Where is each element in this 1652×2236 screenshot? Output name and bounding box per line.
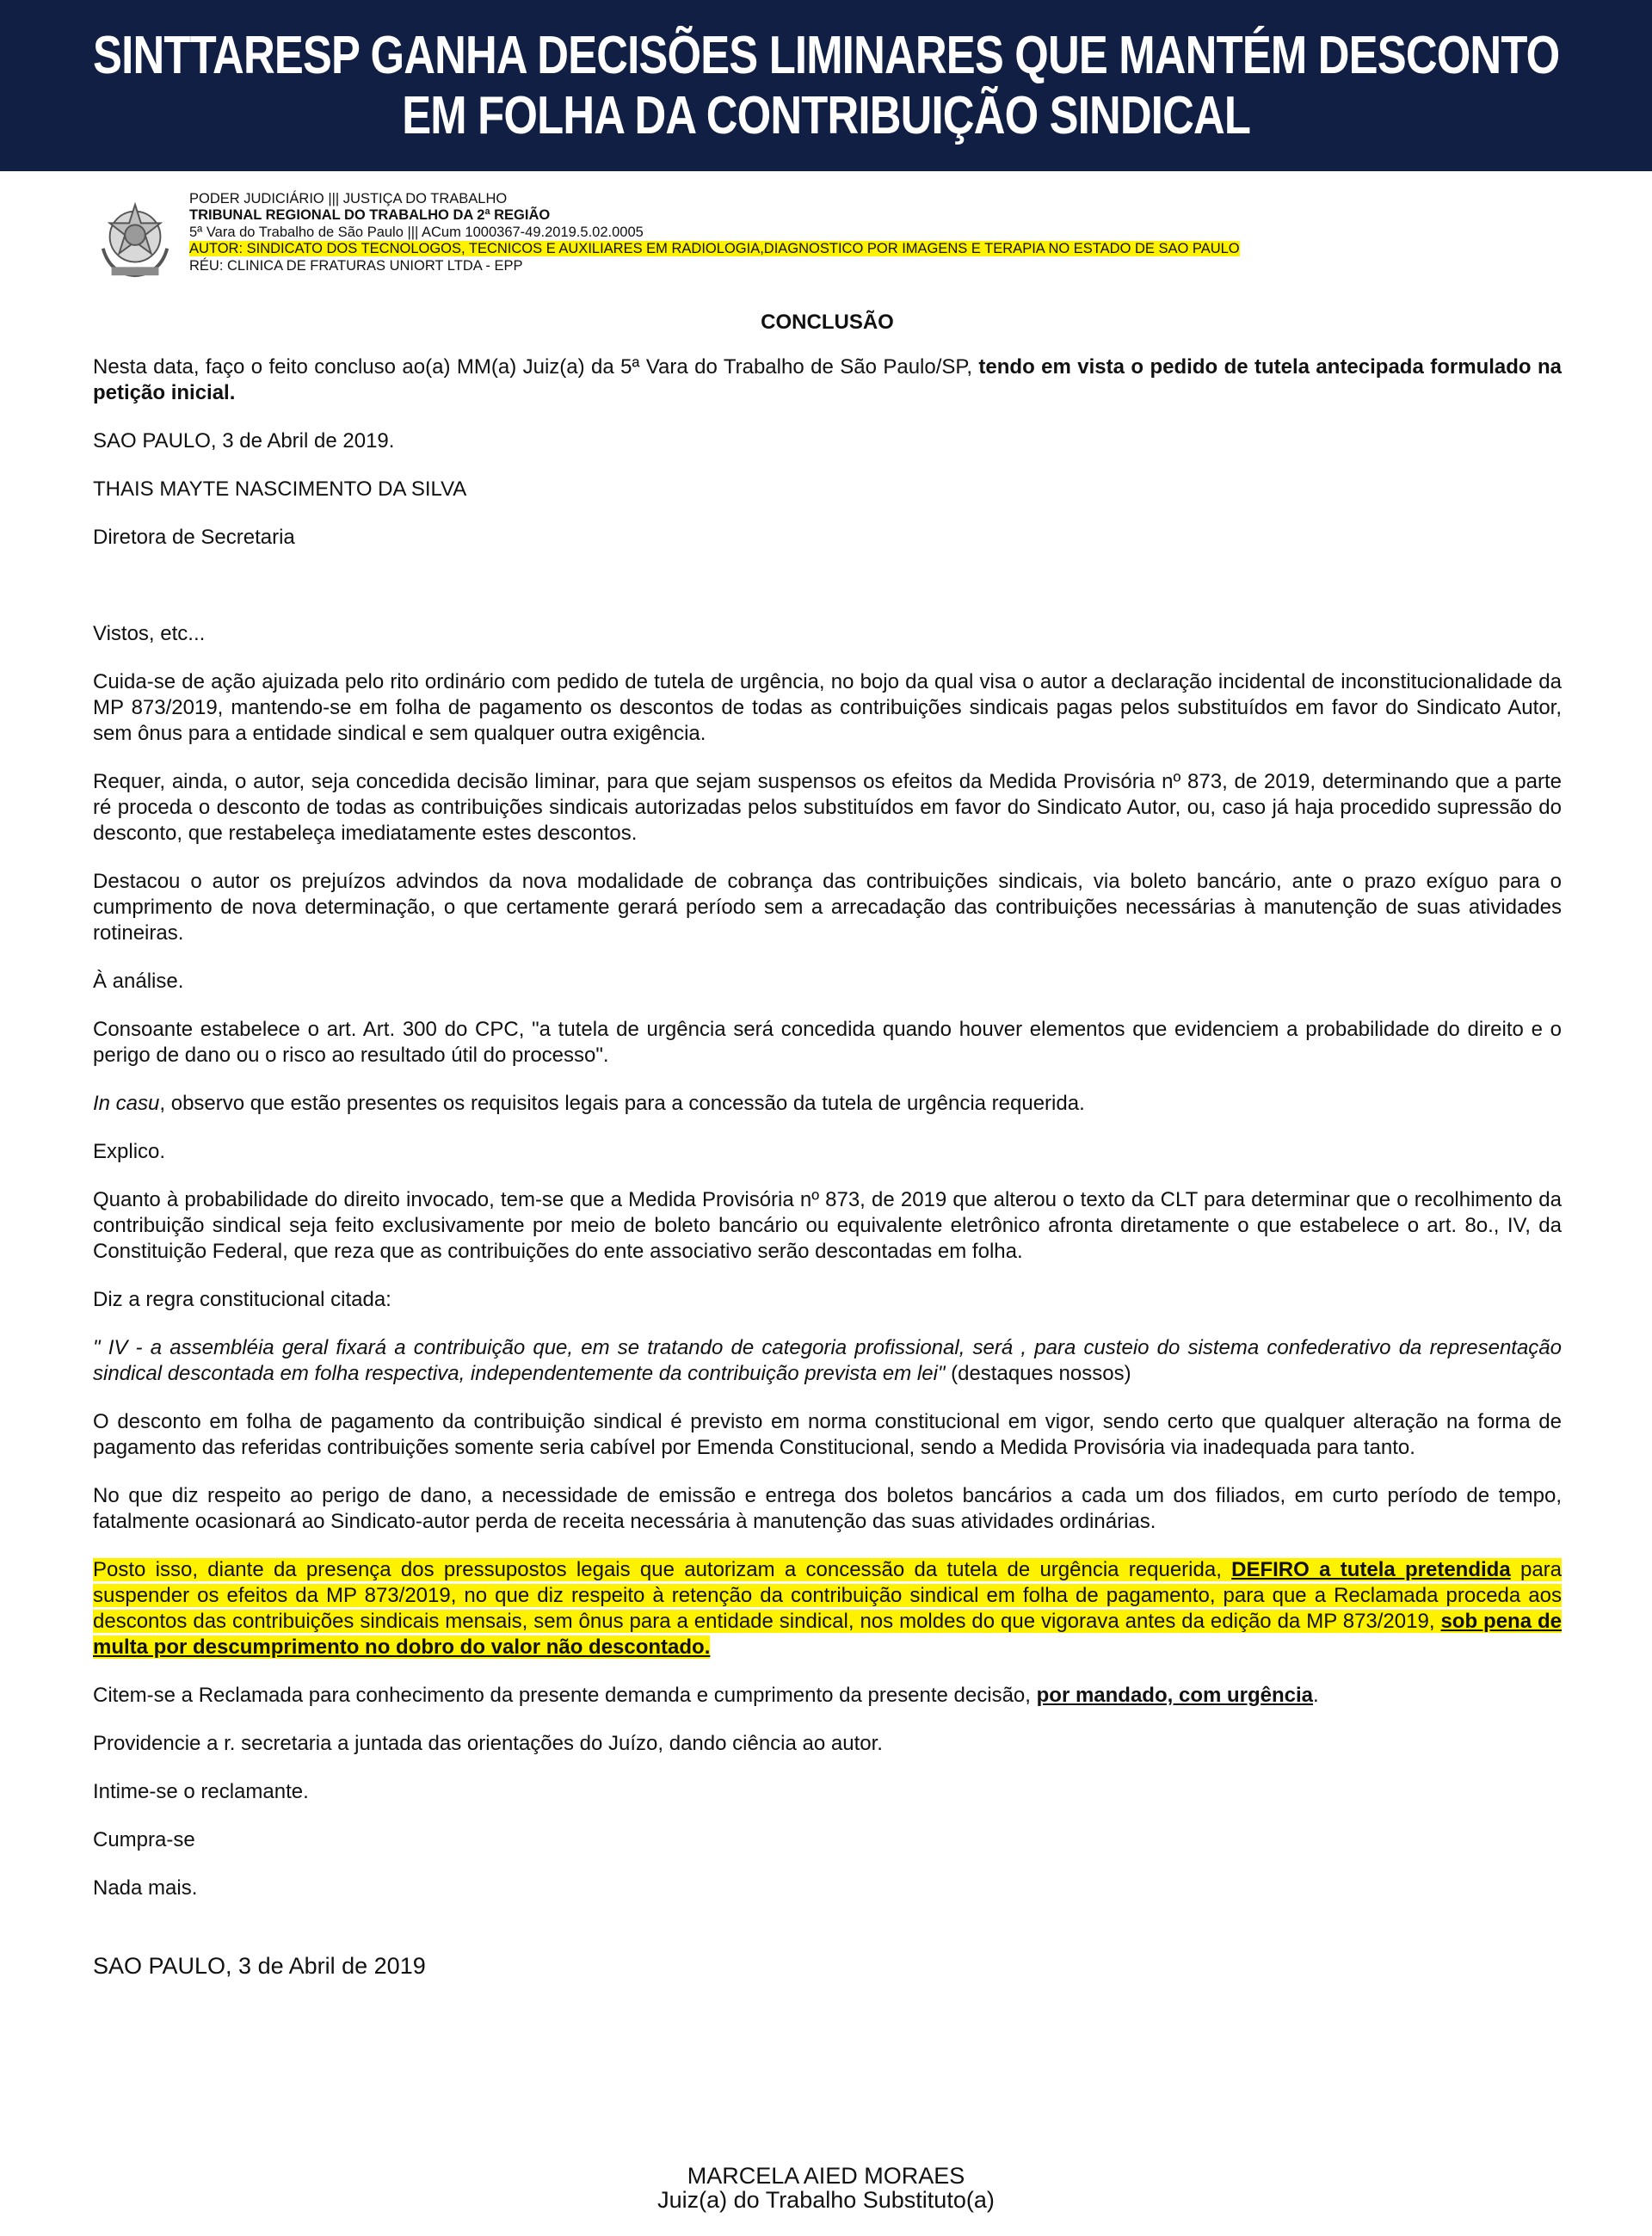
court-header-text bbox=[189, 191, 1240, 274]
paragraph-10: O desconto em folha de pagamento da contribuição sindical é previsto em norma constitucional em vigor, sendo certo que qualquer alteração na forma de pagamento das referidas contribuições somente seria cabível por Emenda Constitucional, sendo a Medida Provisória via inadequada para tanto. bbox=[93, 1410, 1562, 1459]
header-line-case: 5ª Vara do Trabalho de São Paulo ||| ACum 1000367-49.2019.5.02.0005 bbox=[189, 224, 644, 240]
headline-line-2: EM FOLHA DA CONTRIBUIÇÃO SINDICAL bbox=[402, 85, 1250, 145]
p12-defiro: DEFIRO a tutela pretendida bbox=[1231, 1558, 1511, 1581]
p6-italic: In casu bbox=[93, 1092, 160, 1115]
header-line-tribunal: TRIBUNAL REGIONAL DO TRABALHO DA 2ª REGIÃO bbox=[189, 207, 551, 224]
paragraph-5: Consoante estabelece o art. Art. 300 do CPC, "a tutela de urgência será concedida quando houver elementos que evidenciem a probabilidade do direito e o perigo de dano ou o risco ao resultado útil do processo". bbox=[93, 1018, 1562, 1067]
p6-text: , observo que estão presentes os requisitos legais para a concessão da tutela de urgência requerida. bbox=[159, 1092, 1085, 1115]
paragraph-6 bbox=[93, 1091, 1562, 1117]
clerk-name: THAIS MAYTE NASCIMENTO DA SILVA bbox=[93, 477, 467, 501]
p13-end: . bbox=[1313, 1684, 1319, 1707]
p12-text-c: para suspender os efeitos da MP 873/2019, no que diz respeito à retenção da contribuição sindical em folha de pagamento, para que a Reclamada proceda aos descontos das contribuições sindicais mensais, sem ônus para a entidade sindical, nos moldes do que vigorava antes da edição da MP 873/2019, bbox=[93, 1558, 1562, 1633]
doc-title: CONCLUSÃO bbox=[761, 311, 894, 334]
p1-bold: tendo em vista o pedido de tutela antecipada formulado na petição inicial. bbox=[93, 355, 1562, 404]
header-line-defendant: RÉU: CLINICA DE FRATURAS UNIORT LTDA - EPP bbox=[189, 257, 523, 274]
header-line-author: AUTOR: SINDICATO DOS TECNOLOGOS, TECNICOS E AUXILIARES EM RADIOLOGIA,DIAGNOSTICO POR IMAGENS E TERAPIA NO ESTADO DE SAO PAULO bbox=[189, 241, 1240, 257]
p1-text: Nesta data, faço o feito concluso ao(a) MM(a) Juiz(a) da 5ª Vara do Trabalho de São Paulo/SP, bbox=[93, 355, 979, 379]
decision-body bbox=[93, 310, 1562, 1979]
p9-note: (destaques nossos) bbox=[945, 1362, 1131, 1385]
judge-name: MARCELA AIED MORAES bbox=[687, 2163, 965, 2189]
brazil-coat-of-arms-icon bbox=[93, 198, 177, 282]
p12-penalty: sob pena de multa por descumprimento no dobro do valor não descontado. bbox=[93, 1610, 1563, 1659]
p13-bold: por mandado, com urgência bbox=[1036, 1684, 1314, 1707]
paragraph-16: Cumpra-se bbox=[93, 1828, 195, 1851]
paragraph-13 bbox=[93, 1683, 1562, 1709]
date-1: SAO PAULO, 3 de Abril de 2019. bbox=[93, 429, 395, 453]
headline-banner bbox=[0, 0, 1652, 171]
p13-text: Citem-se a Reclamada para conhecimento da presente demanda e cumprimento da presente decisão, bbox=[93, 1684, 1037, 1707]
date-2: SAO PAULO, 3 de Abril de 2019 bbox=[93, 1953, 426, 1979]
paragraph-11: No que diz respeito ao perigo de dano, a necessidade de emissão e entrega dos boletos bancários a cada um dos filiados, em curto período de tempo, fatalmente ocasionará ao Sindicato-autor perda de receita necessária à manutenção das suas atividades ordinárias. bbox=[93, 1484, 1562, 1533]
paragraph-14: Providencie a r. secretaria a juntada das orientações do Juízo, dando ciência ao autor. bbox=[93, 1732, 883, 1755]
paragraph-7: Quanto à probabilidade do direito invocado, tem-se que a Medida Provisória nº 873, de 2019 que alterou o texto da CLT para determinar que o recolhimento da contribuição sindical seja feito exclusivamente por meio de boleto bancário ou equivalente eletrônico afronta diretamente o que estabelece o art. 8o., IV, da Constituição Federal, que reza que as contribuições do ente associativo serão descontadas em folha. bbox=[93, 1188, 1562, 1263]
p9-quote: " IV - a assembléia geral fixará a contribuição que, em se tratando de categoria profissional, será , para custeio do sistema confederativo da representação sindical descontada em folha respectiva, independentemente da contribuição prevista em lei" bbox=[93, 1336, 1562, 1385]
paragraph-12-decision bbox=[93, 1557, 1562, 1660]
explico: Explico. bbox=[93, 1140, 166, 1163]
header-line-judiciary: PODER JUDICIÁRIO ||| JUSTIÇA DO TRABALHO bbox=[189, 191, 508, 206]
analise: À análise. bbox=[93, 970, 184, 993]
paragraph-2: Cuida-se de ação ajuizada pelo rito ordinário com pedido de tutela de urgência, no bojo da qual visa o autor a declaração incidental de inconstitucionalidade da MP 873/2019, mantendo-se em folha de pagamento os descontos de todas as contribuições sindicais pagas pelos substituídos em favor do Sindicato Autor, sem ônus para a entidade sindical e sem qualquer outra exigência. bbox=[93, 670, 1562, 745]
paragraph-15: Intime-se o reclamante. bbox=[93, 1780, 309, 1803]
vistos: Vistos, etc... bbox=[93, 622, 206, 645]
headline-line-1: SINTTARESP GANHA DECISÕES LIMINARES QUE MANTÉM DESCONTO bbox=[92, 25, 1560, 85]
paragraph-3: Requer, ainda, o autor, seja concedida decisão liminar, para que sejam suspensos os efeitos da Medida Provisória nº 873, de 2019, determinando que a parte ré proceda o desconto de todas as contribuições sindicais autorizadas pelos substituídos em favor do Sindicato Autor, ou, caso já haja procedido supressão do desconto, que restabeleça imediatamente estes descontos. bbox=[93, 770, 1562, 845]
clerk-role: Diretora de Secretaria bbox=[93, 526, 295, 549]
paragraph-8: Diz a regra constitucional citada: bbox=[93, 1288, 391, 1311]
paragraph-conclusion bbox=[93, 354, 1562, 406]
paragraph-4: Destacou o autor os prejuízos advindos da nova modalidade de cobrança das contribuições sindicais, via boleto bancário, ante o prazo exíguo para o cumprimento de nova determinação, o que certamente gerará período sem a arrecadação das contribuições necessárias à manutenção de suas atividades rotineiras. bbox=[93, 870, 1562, 945]
judge-role: Juiz(a) do Trabalho Substituto(a) bbox=[657, 2187, 995, 2213]
paragraph-9-quote bbox=[93, 1335, 1562, 1387]
paragraph-17: Nada mais. bbox=[93, 1876, 198, 1900]
p12-text-a: Posto isso, diante da presença dos pressupostos legais que autorizam a concessão da tutela de urgência requerida, bbox=[93, 1558, 1232, 1581]
court-header bbox=[93, 191, 1573, 287]
